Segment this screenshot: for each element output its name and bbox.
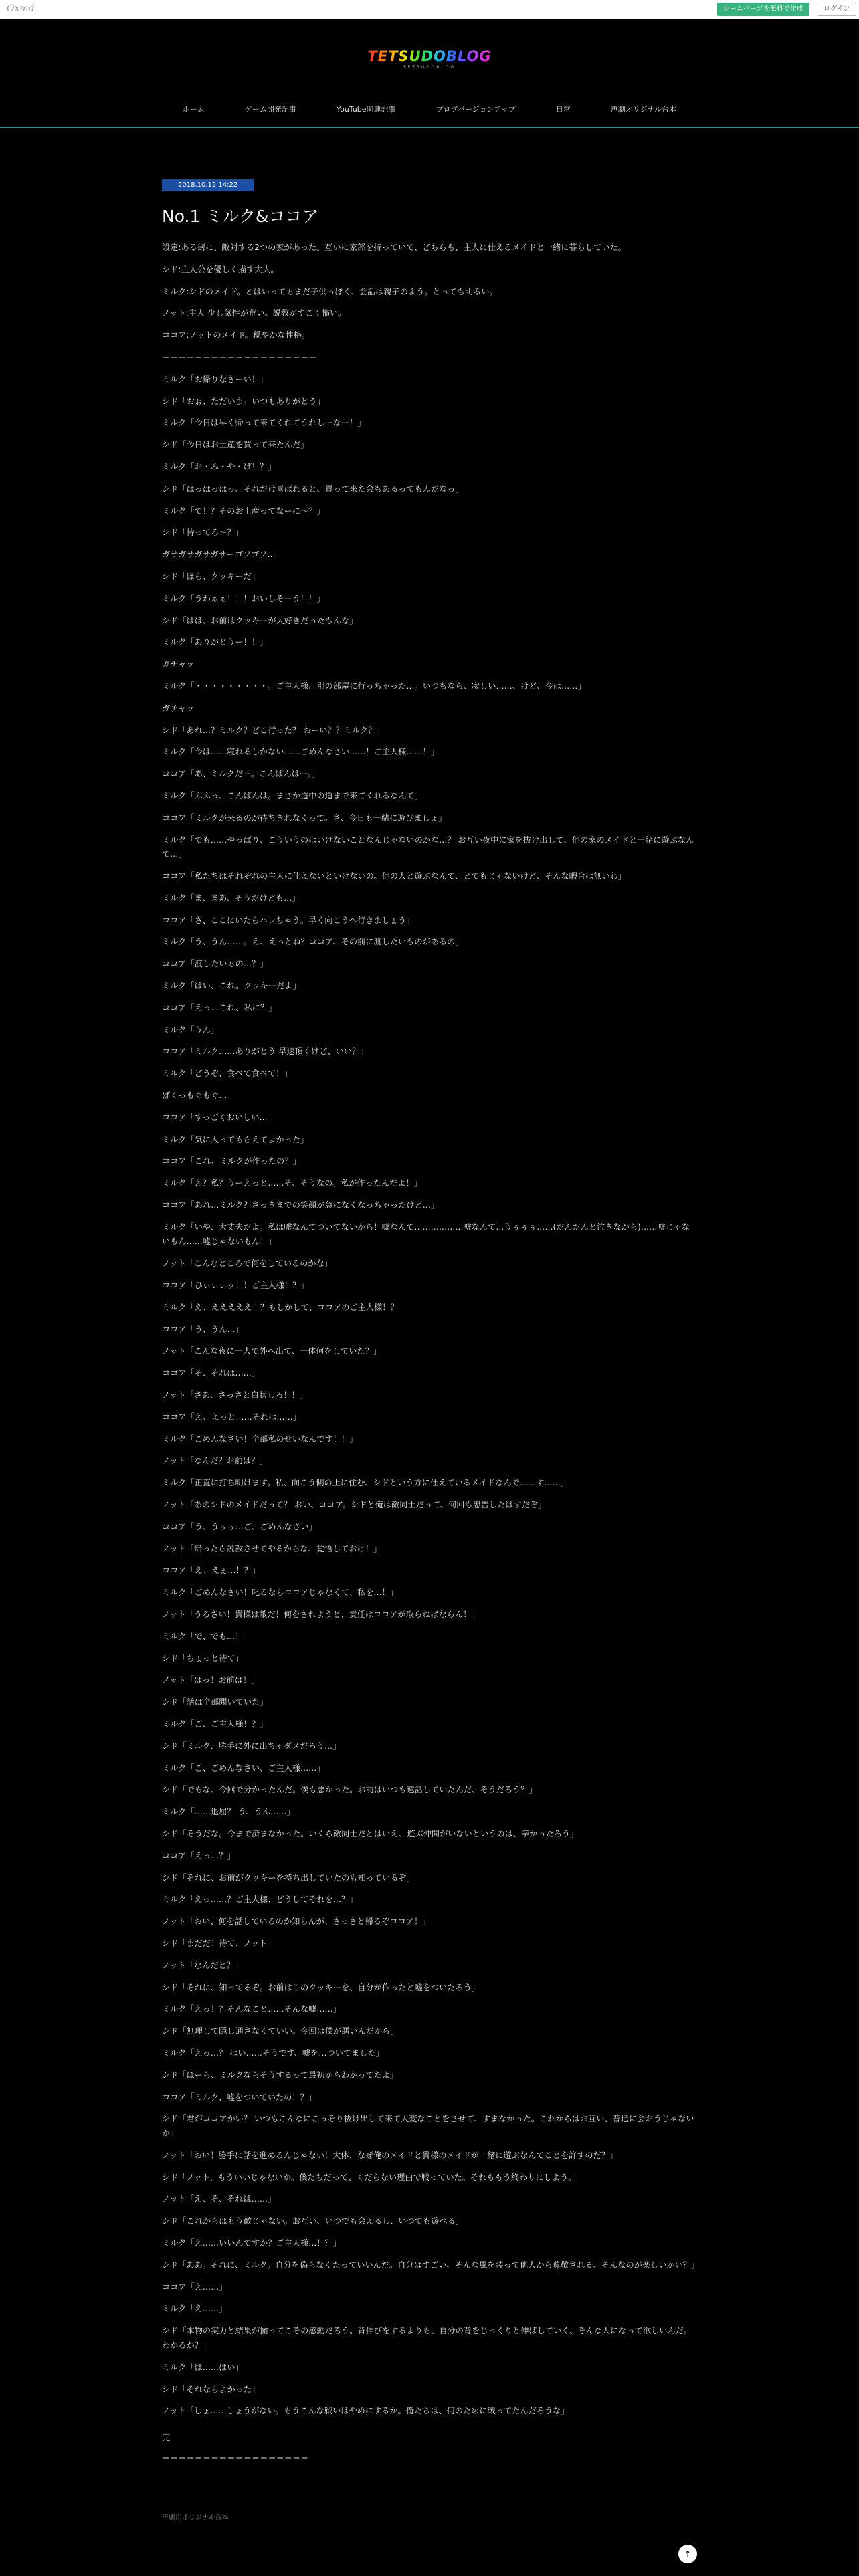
script-line: シド「ほら、クッキーだ」 [162,571,260,581]
script-line: ココア「ミルク、嘘をついていたの！？」 [162,2092,316,2102]
nav-item-youtube[interactable]: YouTube関連記事 [336,105,396,114]
script-line: シド「それに、知ってるぞ。お前はこのクッキーを、自分が作ったと嘘をついたろう」 [162,1982,480,1992]
script-line: シド「今日はお土産を買って来たんだ」 [162,440,309,450]
script-line: ミルク「え……」 [162,2304,227,2314]
script-line: ＝＝＝＝＝＝＝＝＝＝＝＝＝＝＝＝＝＝＝ [162,352,317,362]
nav-item-home[interactable]: ホーム [182,105,205,114]
script-line: ココア「あ、ミルクだー。こんばんはー。」 [162,769,320,779]
script-line: ミルク「どうぞ、食べて食べて！」 [162,1069,292,1079]
script-line: シド「ミルク、勝手に外に出ちゃダメだろう…」 [162,1741,341,1751]
scroll-top-button[interactable] [678,2545,697,2563]
script-line: シド「本物の実力と結果が揃ってこその感動だろう。背伸びをするよりも、自分の背をじっくりと伸ばしていく、そんな人になって欲しいんだ。わかるか？」 [162,2326,692,2350]
script-line: ミルク「う、うん……。え、えっとね？ココア、その前に渡したいものがあるの」 [162,937,464,947]
script-line: ミルク「今は……寝れるしかない……ごめんなさい……！ご主人様……！」 [162,747,440,757]
script-line: シド「はっはっはっ、それだけ喜ばれると、買って来た会もあるってもんだなっ」 [162,484,464,494]
script-line: ミルク「ご、ご主人様！？」 [162,1719,268,1729]
script-line: ミルク「うん」 [162,1025,219,1035]
script-line: ガチャッ [162,659,195,669]
script-line: ミルク「いや、大丈夫だよ。私は嘘なんてついてないから！嘘なんて………………嘘なんて…うぅぅぅ……(だんだんと泣きながら)……嘘じゃないもん……嘘じゃないもん！」 [162,1222,690,1247]
script-line: ノット「しょ……しょうがない。もうこんな戦いはやめにするか。俺たちは、何のために戦ってたんだろうな」 [162,2406,569,2416]
main-nav [0,92,859,126]
script-line: シド「おぉ、ただいま。いつもありがとう」 [162,396,325,406]
script-line: ミルク「気に入ってもらえてよかった」 [162,1134,309,1144]
script-line: ノット「なんだと？」 [162,1960,244,1970]
post-title: No.1 ミルク&ココア [162,207,319,226]
script-line: ミルク「うわぁぁ！！！おいしそーう！！」 [162,593,325,603]
script-line: ココア「えっ…これ、私に？」 [162,1002,277,1012]
script-line: ミルク「で！？そのお土産ってなーに～？」 [162,506,325,516]
script-line: シド「そうだな。今まで済まなかった。いくら敵同士だとはいえ、遊ぶ仲間がいないというのは、辛かったろう」 [162,1828,579,1838]
script-line: ココア「え、えっと……それは……」 [162,1412,301,1422]
script-line: ノット「うるさい！貴様は敵だ！何をされようと、責任はココアが取らねばならん！」 [162,1610,480,1620]
script-line: ミルク「正直に打ち明けます。私、向こう側の上に住む、シドという方に仕えているメイドなんで……す……」 [162,1478,569,1488]
script-line: ノット「さあ、さっさと白状しろ！！」 [162,1390,308,1400]
post-body [162,241,700,2419]
site-logo-text: TETSUDOBLOG [367,48,492,64]
script-line: ミルク「ごめんなさい！叱るならココアじゃなくて、私を…！」 [162,1588,398,1598]
script-line: ミルク「お・み・や・げ！？」 [162,461,276,471]
script-line: ノット「おい、何を話しているのか知らんが、さっさと帰るぞココア！」 [162,1917,431,1927]
script-line: ミルク「え、えええええ！？もしかして、ココアのご主人様！？」 [162,1302,407,1312]
script-line: ココア:ノットのメイド。穏やかな性格。 [162,330,310,340]
script-line: シド「はは、お前はクッキーが大好きだったもんな」 [162,615,358,625]
script-line: ノット「なんだ？お前は？」 [162,1456,268,1466]
nav-item-game-dev[interactable]: ゲーム開発記事 [244,105,296,114]
script-line: ミルク「今日は早く帰って来てくれてうれしーなー！」 [162,418,366,428]
script-line: ミルク「でも……やっぱり、こういうのはいけないことなんじゃないのかな…？ お互い夜中に家を抜け出して、他の家のメイドと一緒に遊ぶなんて…」 [162,835,694,859]
script-line: 設定:ある街に、敵対する2つの家があった。互いに家部を持っていて、どちらも、主人に仕えるメイドと一緒に暮らしていた。 [162,243,626,252]
script-line: シド「まだだ！待て、ノット」 [162,1938,276,1948]
script-line: シド「ほーら、ミルクならそうするって最初からわかってたよ」 [162,2070,399,2080]
script-line: シド「あれ…？ミルク？どこ行った？ おーい？？ミルク？」 [162,725,385,735]
script-line: ミルク「で、でも…！」 [162,1631,252,1641]
script-line: ミルク「ごめんなさい！全部私のせいなんです！！」 [162,1434,358,1444]
script-line: シド「これからはもう敵じゃない。お互い、いつでも会えるし、いつでも遊べる」 [162,2216,464,2226]
site-logo-subtext: TETSUDOBLOG [403,65,456,70]
blog-post [162,177,700,2472]
script-line: ガサガサガサガサーゴソゴソ… [162,550,276,560]
create-homepage-button[interactable]: ホームページを無料で作成 [717,3,809,16]
script-line: ミルク「はい、これ。クッキーだよ」 [162,981,301,990]
end-mark: 完 [162,2433,171,2443]
nav-divider [0,127,859,128]
nav-item-daily[interactable]: 日常 [555,105,571,114]
script-line: シド「君がココアかい？ いつもこんなにこっそり抜け出して来て大変なことをさせて、すまなかった。これからはお互い、普通に会おうじゃないか」 [162,2114,694,2139]
script-line: ノット「帰ったら説教させてやるからな、覚悟しておけ！」 [162,1543,382,1553]
login-button[interactable]: ログイン [818,3,856,16]
script-line: ぱくっもぐもぐ… [162,1090,227,1100]
script-line: ノット:主人 少し気性が荒い。説教がすごく怖い。 [162,308,347,318]
script-line: ココア「あれ…ミルク？さっきまでの笑顔が急になくなっちゃったけど…」 [162,1200,440,1210]
script-line: ココア「ミルクが来るのが待ちきれなくって。さ、今日も一緒に遊びましょ」 [162,813,447,823]
post-end [162,2431,697,2466]
script-line: ココア「ミルク……ありがとう 早速頂くけど、いい？」 [162,1047,369,1057]
post-category-link[interactable]: 声劇用オリジナル台本 [162,2514,229,2522]
script-line: ミルク「え……いいんですか？ご主人様…！？」 [162,2238,341,2248]
script-line: ノット「はっ！お前は！」 [162,1675,260,1685]
script-line: ココア「う、うぅぅ…ご、ごめんなさい」 [162,1521,317,1531]
script-line: ミルク「えっ！？そんなこと……そんな嘘……」 [162,2004,341,2014]
script-line: ココア「渡したいもの…？」 [162,959,268,969]
script-line: ミルク「えっ…？ はい……そうです、嘘を…ついてました」 [162,2048,384,2058]
script-line: ミルク「は……はい」 [162,2362,244,2372]
script-line: シド:主人公を優しく描す大人。 [162,264,279,274]
script-line: シド「ああ。それに、ミルク。自分を偽らなくたっていいんだ。自分はすごい、そんな風を装って他人から尊敬される、そんなのが楽しいかい？」 [162,2260,700,2270]
arrow-up-icon: ↑ [684,2549,692,2559]
script-line: ミルク:シドのメイド。とはいってもまだ子供っぽく、会話は親子のよう。とっても明るい。 [162,286,498,296]
nav-item-scripts[interactable]: 声劇オリジナル台本 [610,105,677,114]
script-line: ガチャッ [162,703,195,713]
script-line: ミルク「え？私？うーえっと……そ、そうなの。私が作ったんだよ！」 [162,1178,423,1188]
script-line: ココア「さ、ここにいたらバレちゃう。早く向こうへ行きましょう」 [162,915,415,925]
script-line: ミルク「・・・・・・・・・。ご主人様、別の部屋に行っちゃった…。いつもなら、寂しい……、けど、今は……」 [162,681,586,691]
script-line: シド「ちょっと待て」 [162,1653,244,1663]
end-rule: ＝＝＝＝＝＝＝＝＝＝＝＝＝＝＝＝＝＝ [162,2453,309,2463]
script-line: シド「それならよかった」 [162,2384,260,2394]
script-line: ミルク「ふふっ、こんばんは。まさか道中の道まで来てくれるなんて」 [162,790,423,800]
service-logo[interactable]: Oxmd [7,3,35,14]
script-line: ココア「ひぃぃぃッ！！ご主人様！？」 [162,1281,309,1291]
script-line: ココア「え……」 [162,2282,227,2292]
script-line: ココア「えっ…？」 [162,1850,235,1860]
script-line: ミルク「……退屈？ う、うん……」 [162,1807,295,1817]
script-line: ココア「そ、それは……」 [162,1368,260,1378]
script-line: シド「でもな、今回で分かったんだ。僕も悪かった。お前はいつも遠話していたんだ、そうだろう？」 [162,1785,537,1795]
script-line: ノット「こんなところで何をしているのかな」 [162,1259,332,1269]
script-line: ノット「こんな夜に一人で外へ出て、一体何をしていた？」 [162,1346,381,1356]
script-line: シド「待ってろ～？」 [162,528,244,538]
script-line: ノット「おい！勝手に話を進めるんじゃない！大体、なぜ俺のメイドと貴様のメイドが一緒に遊ぶなんてことを許すのだ？」 [162,2150,618,2160]
script-line: ミルク「お帰りなさーい！」 [162,374,268,384]
script-line: ノット「え、そ、それは……」 [162,2194,276,2204]
script-line: ノット「あのシドのメイドだって？ おい、ココア。シドと俺は敵同士だって、何回も忠告したはずだぞ」 [162,1500,547,1510]
script-line: ココア「私たちはそれぞれの主人に仕えないといけないの。他の人と遊ぶなんて、とてもじゃないけど、そんな暇合は無いわ」 [162,871,626,881]
script-line: シド「話は全部聞いていた」 [162,1697,268,1707]
script-line: ココア「これ、ミルクが作ったの？」 [162,1156,301,1166]
script-line: シド「無理して隠し通さなくていい。今回は僕が悪いんだから」 [162,2026,399,2036]
script-line: ミルク「ありがとうー！！」 [162,637,268,647]
script-line: ミルク「ご、ごめんなさい、ご主人様……」 [162,1763,325,1773]
script-line: ココア「すっごくおいしい…」 [162,1112,276,1122]
script-line: シド「それに、お前がクッキーを持ち出していたのも知っているぞ」 [162,1872,415,1883]
script-line: ミルク「ま、まあ、そうだけども…」 [162,893,300,903]
script-line: ミルク「えっ……？ご主人様、どうしてそれを…？」 [162,1895,358,1905]
post-date: 2018.10.12 14:22 [162,179,254,191]
nav-item-blog-update[interactable]: ブログバージョンアップ [436,105,516,114]
script-line: ココア「え、えぇ…！？」 [162,1566,260,1576]
site-logo[interactable] [0,48,859,70]
script-line: シド「ノット、もういいじゃないか。僕たちだって、くだらない理由で戦っていた。それももう終わりにしよう。」 [162,2172,581,2182]
top-bar [0,0,859,19]
script-line: ココア「う、うん…」 [162,1324,244,1334]
